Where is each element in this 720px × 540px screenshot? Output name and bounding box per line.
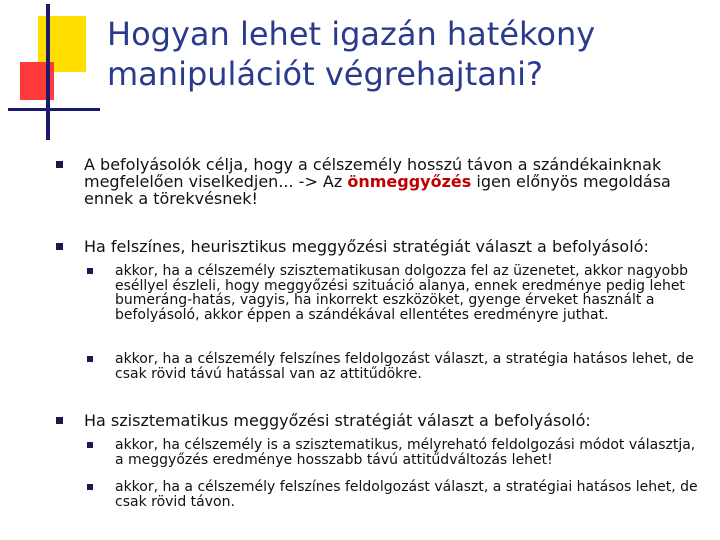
- decor-horizontal-line: [8, 108, 100, 111]
- bullet-square-icon: [87, 268, 93, 274]
- bullet-item: [84, 238, 704, 255]
- bullet-text: Ha szisztematikus meggyőzési stratégiát választ a befolyásoló:: [84, 411, 591, 430]
- bullet-text: A befolyásolók célja, hogy a célszemély hosszú távon a szándékainknak megfelelően viselkedjen... -> Az: [84, 155, 662, 191]
- sub-bullet-text: akkor, ha a célszemély felszínes feldolgozást választ, a stratégiai hatásos lehet, de csak rövid távon.: [115, 479, 698, 510]
- sub-bullet-item: [115, 352, 705, 381]
- sub-bullet-text: akkor, ha a célszemély szisztematikusan dolgozza fel az üzenetet, akkor nagyobb eséllyel észleli, hogy meggyőzési szituáció alanya, ennek eredménye pedig lehet bumeráng-hatás, vagyis, ha inkorrekt eszközöket, gyenge érveket használt a befolyásoló, akkor éppen a szándékával ellentétes eredményre juthat.: [115, 263, 689, 323]
- sub-bullet-item: [115, 480, 705, 509]
- bullet-item: [84, 156, 704, 207]
- decor-vertical-line: [46, 4, 50, 140]
- slide-title-line-1: Hogyan lehet igazán hatékony: [107, 15, 596, 53]
- bullet-text: Ha felszínes, heurisztikus meggyőzési stratégiát választ a befolyásoló:: [84, 237, 649, 256]
- slide-title-line-2: manipulációt végrehajtani?: [107, 55, 543, 93]
- bullet-square-icon: [56, 417, 63, 424]
- sub-bullet-text: akkor, ha célszemély is a szisztematikus, mélyreható feldolgozási módot választja, a meggyőzés eredménye hosszabb távú attitűdváltozás lehet!: [115, 437, 696, 468]
- sub-bullet-item: [115, 438, 705, 467]
- slide-title: [107, 14, 707, 94]
- sub-bullet-text: akkor, ha a célszemély felszínes feldolgozást választ, a stratégia hatásos lehet, de csak rövid távú hatással van az attitűdökre.: [115, 351, 694, 382]
- bullet-square-icon: [87, 356, 93, 362]
- bullet-square-icon: [87, 442, 93, 448]
- bullet-square-icon: [56, 243, 63, 250]
- sub-bullet-item: [115, 264, 705, 322]
- bullet-square-icon: [56, 161, 63, 168]
- bullet-item: [84, 412, 704, 429]
- bullet-text: igen előnyös megoldása ennek a törekvésnek!: [84, 172, 671, 208]
- bullet-square-icon: [87, 484, 93, 490]
- emphasis-text: önmeggyőzés: [347, 172, 472, 191]
